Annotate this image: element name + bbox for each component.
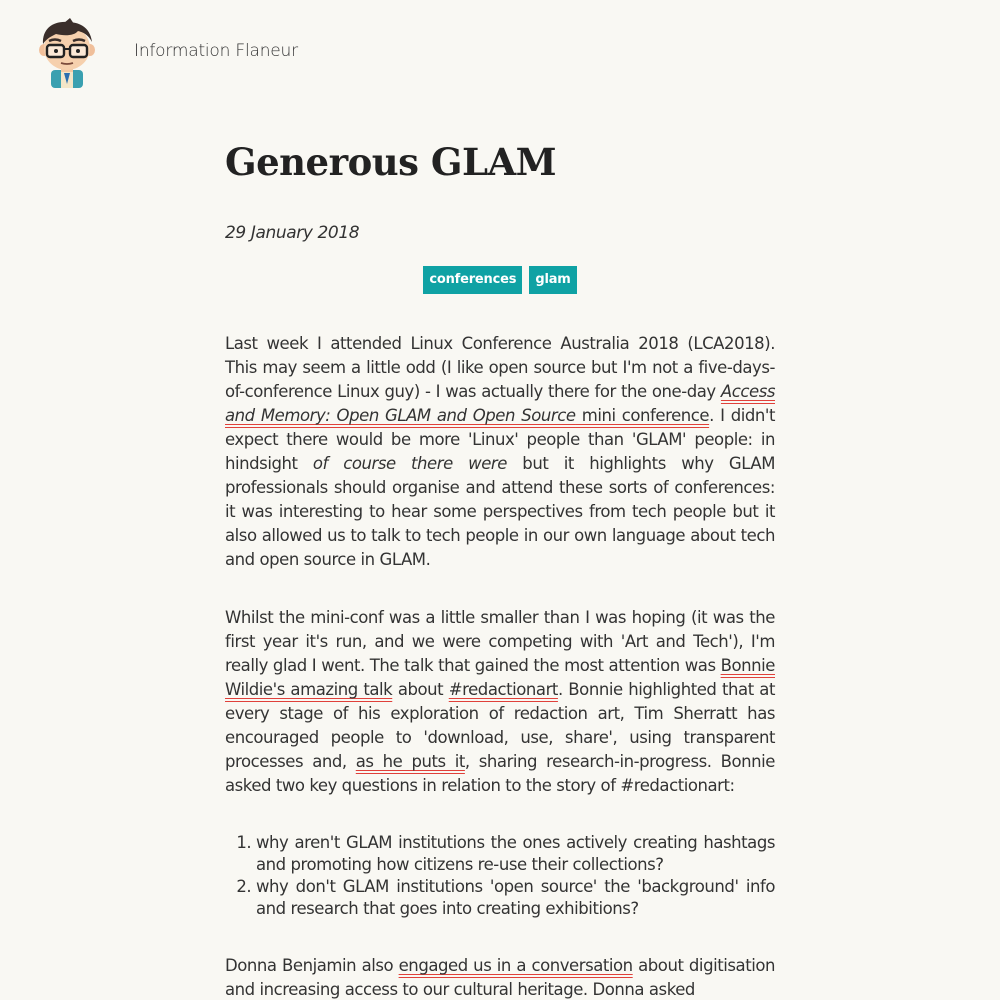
text-span: about bbox=[392, 680, 449, 699]
text-span: about digitisation and increasing access to our cultural heritage. Donna asked bbox=[225, 956, 775, 999]
article bbox=[225, 132, 775, 1000]
bonnie-wildie-talk-link[interactable]: Bonnie Wildie's amazing talk bbox=[225, 656, 775, 699]
cartoon-avatar-icon[interactable] bbox=[34, 18, 100, 88]
text-span: Donna Benjamin also bbox=[225, 956, 399, 975]
text-span: but it highlights why GLAM professionals should organise and attend these sorts of conferences: it was interesting to hear some perspectives from tech people but it also allowed us to talk to tech people in our own language about tech and open source in GLAM. bbox=[225, 454, 775, 569]
link-text-italic: Access and Memory: Open GLAM and Open Source bbox=[225, 382, 775, 425]
text-span: . Bonnie highlighted that at every stage of his exploration of redaction art, Tim Sherratt has encouraged people to 'download, use, share', using transparent processes and, bbox=[225, 680, 775, 771]
text-span: Whilst the mini-conf was a little smaller than I was hoping (it was the first year it's run, and we were competing with 'Art and Tech'), I'm really glad I went. The talk that gained the most attention was bbox=[225, 608, 775, 675]
post-date: 29 January 2018 bbox=[225, 223, 360, 243]
emphasis-text: of course there were bbox=[312, 454, 507, 473]
tag-conferences[interactable]: conferences bbox=[423, 266, 522, 294]
tag-list bbox=[225, 266, 775, 294]
paragraph-2 bbox=[225, 606, 775, 798]
as-he-puts-it-link[interactable]: as he puts it bbox=[355, 752, 465, 771]
text-span: . I didn't expect there would be more 'Linux' people than 'GLAM' people: in hindsight bbox=[225, 406, 775, 473]
list-item: 2. why don't GLAM institutions 'open source' the 'background' info and research that goes into creating exhibitions? bbox=[256, 876, 775, 920]
avatar-svg bbox=[34, 18, 100, 88]
site-header bbox=[30, 14, 430, 90]
questions-list bbox=[225, 832, 775, 920]
engaged-conversation-link[interactable]: engaged us in a conversation bbox=[398, 956, 633, 975]
paragraph-1 bbox=[225, 332, 775, 572]
site-title-link[interactable]: Information Flaneur bbox=[134, 41, 298, 61]
paragraph-3 bbox=[225, 954, 775, 1000]
redactionart-link[interactable]: #redactionart bbox=[448, 680, 558, 699]
text-span: , sharing research-in-progress. Bonnie asked two key questions in relation to the story of #redactionart: bbox=[225, 752, 775, 795]
link-text-suffix: mini conference bbox=[575, 406, 710, 425]
text-span: Last week I attended Linux Conference Australia 2018 (LCA2018). This may seem a little odd (I like open source but I'm not a five-days-of-conference Linux guy) - I was actually there for the one-day bbox=[225, 334, 775, 401]
page-title: Generous GLAM bbox=[225, 140, 557, 184]
list-item: 1. why aren't GLAM institutions the ones actively creating hashtags and promoting how citizens re-use their collections? bbox=[256, 832, 775, 876]
tag-glam[interactable]: glam bbox=[529, 266, 576, 294]
article-body bbox=[225, 332, 775, 1000]
